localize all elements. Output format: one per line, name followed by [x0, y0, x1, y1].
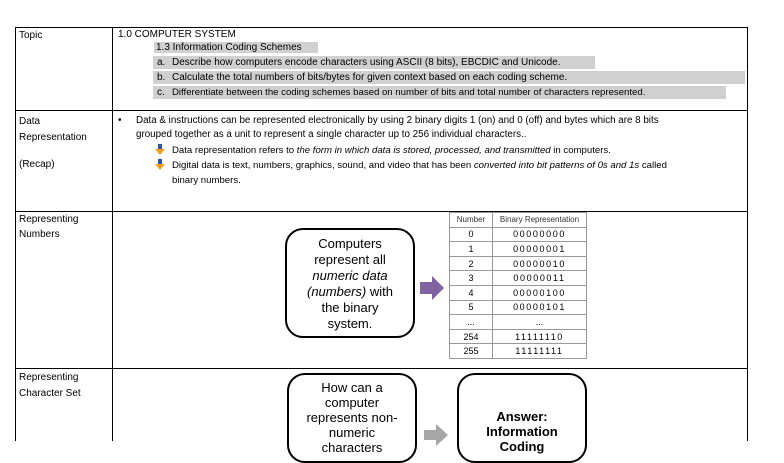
question-line-4: numeric — [328, 425, 376, 440]
row-divider-2 — [15, 211, 748, 212]
sub-bullet-2 — [172, 160, 667, 171]
decimal-cell: 1 — [450, 242, 493, 257]
table-border-right — [747, 27, 748, 441]
binary-cell: 00000000 — [493, 227, 587, 242]
table-row — [450, 285, 587, 300]
table-row — [450, 300, 587, 315]
sub-bullet-2-continued: binary numbers. — [172, 175, 241, 186]
question-line-5: characters — [321, 440, 383, 455]
table-row — [450, 227, 587, 242]
row-divider-3 — [15, 368, 748, 369]
data-rep-label-recap: (Recap) — [19, 159, 55, 170]
data-rep-label-line1: Data — [19, 116, 41, 127]
decimal-cell: 0 — [450, 227, 493, 242]
bubble-line-2: represent all — [314, 252, 386, 267]
sub-bullet-2-c: called — [639, 160, 667, 171]
sub-bullet-1-c: in computers. — [550, 145, 611, 156]
topic-subtitle: 1.3 Information Coding Schemes — [154, 42, 318, 53]
right-arrow-icon — [420, 276, 444, 300]
decimal-cell: 254 — [450, 329, 493, 344]
question-line-3: represents non- — [306, 410, 398, 425]
bubble-line-4-italic: (numbers) — [307, 284, 367, 299]
objective-c-text: Differentiate between the coding schemes based on number of bits and total number of characters represented. — [172, 87, 646, 98]
data-rep-main-line2: grouped together as a unit to represent a single character up to 256 individual characters.. — [136, 129, 527, 140]
sub-bullet-2-emphasis: converted into bit patterns of 0s and 1s — [473, 160, 640, 171]
sub-bullet-1 — [172, 145, 611, 156]
answer-bubble — [457, 373, 587, 463]
binary-cell: ... — [493, 315, 587, 330]
binary-table-header-binary: Binary Representation — [493, 213, 587, 228]
binary-cell: 00000101 — [493, 300, 587, 315]
decimal-cell: ... — [450, 315, 493, 330]
bubble-line-1: Computers — [318, 236, 382, 251]
table-row — [450, 344, 587, 359]
down-arrow-bullet-icon — [155, 159, 165, 171]
sub-bullet-1-a: Data representation refers to — [172, 145, 297, 156]
bubble-line-5: the binary — [321, 300, 379, 315]
column-divider — [112, 27, 113, 441]
bubble-line-4-rest: with — [366, 284, 393, 299]
table-row — [450, 242, 587, 257]
table-border-left — [15, 27, 16, 441]
down-arrow-bullet-icon — [155, 144, 165, 156]
objective-b-marker: b. — [157, 72, 166, 83]
binary-cell: 00000010 — [493, 256, 587, 271]
data-rep-main-line1: Data & instructions can be represented electronically by using 2 binary digits 1 (on) and 0 (off) and bytes which are 8 bits — [136, 115, 659, 126]
bullet-dot: • — [118, 115, 122, 126]
topic-title: 1.0 COMPUTER SYSTEM — [118, 29, 236, 40]
binary-cell: 11111111 — [493, 344, 587, 359]
numbers-label-line1: Representing — [19, 214, 79, 225]
table-border-top — [15, 27, 748, 28]
table-row — [450, 256, 587, 271]
binary-table — [449, 212, 587, 359]
sub-bullet-1-emphasis: the form in which data is stored, processed, and transmitted — [296, 145, 551, 156]
question-line-2: computer — [324, 395, 380, 410]
table-row — [450, 271, 587, 286]
answer-line-2: Information — [486, 424, 558, 439]
answer-line-1: Answer: — [496, 409, 548, 424]
binary-cell: 00000011 — [493, 271, 587, 286]
row-divider-1 — [15, 110, 748, 111]
bubble-line-3: numeric data — [312, 268, 388, 283]
decimal-cell: 2 — [450, 256, 493, 271]
answer-line-3: Coding — [499, 439, 545, 454]
bubble-line-6: system. — [327, 316, 373, 331]
numbers-label-line2: Numbers — [19, 229, 60, 240]
right-arrow-icon — [424, 424, 448, 446]
binary-cell: 00000001 — [493, 242, 587, 257]
decimal-cell: 4 — [450, 285, 493, 300]
objective-b-text: Calculate the total numbers of bits/bytes for given context based on each coding scheme. — [172, 72, 568, 83]
binary-table-header-number: Number — [450, 213, 493, 228]
data-rep-label-line2: Representation — [19, 132, 87, 143]
binary-cell: 11111110 — [493, 329, 587, 344]
charset-label-line2: Character Set — [19, 388, 81, 399]
numbers-callout-bubble — [285, 228, 415, 338]
question-bubble — [287, 373, 417, 463]
decimal-cell: 3 — [450, 271, 493, 286]
decimal-cell: 5 — [450, 300, 493, 315]
decimal-cell: 255 — [450, 344, 493, 359]
objective-a-marker: a. — [157, 57, 166, 68]
objective-a-text: Describe how computers encode characters using ASCII (8 bits), EBCDIC and Unicode. — [172, 57, 561, 68]
bubble-line-4 — [287, 284, 413, 300]
topic-label: Topic — [19, 30, 43, 41]
charset-label-line1: Representing — [19, 372, 79, 383]
binary-cell: 00000100 — [493, 285, 587, 300]
table-row — [450, 315, 587, 330]
sub-bullet-2-a: Digital data is text, numbers, graphics, sound, and video that has been — [172, 160, 474, 171]
question-line-1: How can a — [321, 380, 383, 395]
objective-c-marker: c. — [157, 87, 165, 98]
table-row — [450, 329, 587, 344]
